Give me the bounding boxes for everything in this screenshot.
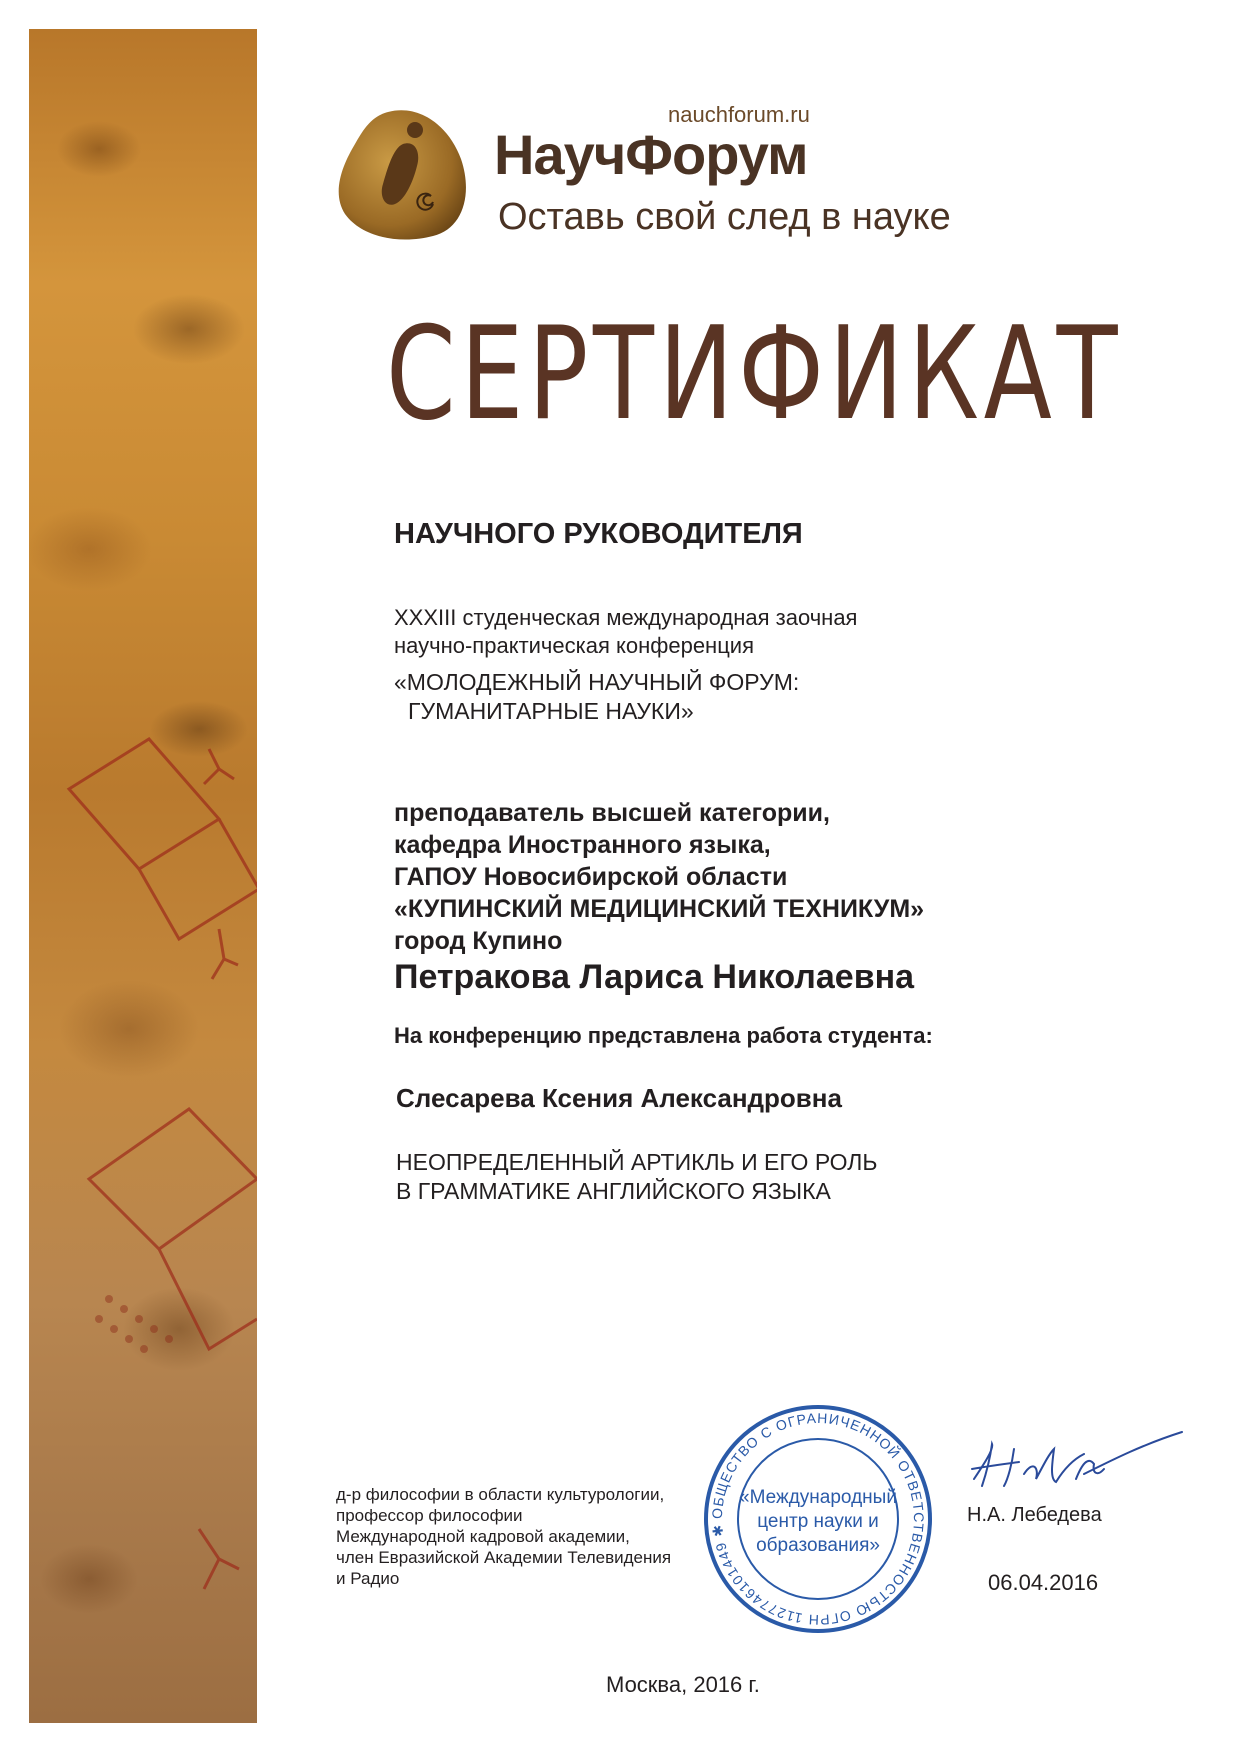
stamp-center-line: центр науки и — [757, 1511, 879, 1532]
handwritten-signature — [964, 1424, 1186, 1504]
stamp-center-line: «Международный — [739, 1487, 897, 1508]
conference-line: научно-практическая конференция — [394, 633, 755, 658]
official-stamp — [702, 1403, 934, 1635]
topic-line: В ГРАММАТИКЕ АНГЛИЙСКОГО ЯЗЫКА — [396, 1178, 831, 1204]
credential-line: д-р философии в области культурологии, — [336, 1485, 665, 1504]
signatory-name: Н.А. Лебедева — [967, 1504, 1102, 1526]
certificate-title: СЕРТИФИКАТ — [386, 300, 1123, 449]
footprint-logo-icon — [333, 104, 473, 244]
credential-line: профессор философии — [336, 1506, 523, 1525]
decorative-band — [29, 29, 257, 1723]
position-line: кафедра Иностранного языка, — [394, 831, 771, 859]
conference-name — [394, 668, 799, 726]
stamp-ring-text: ОБЩЕСТВО С ОГРАНИЧЕННОЙ ОТВЕТСТВЕННОСТЬЮ ОГРН 1127746101449 ✱ — [708, 1409, 928, 1629]
supervisor-name: Петракова Лариса Николаевна — [394, 958, 915, 996]
issue-date: 06.04.2016 — [988, 1570, 1099, 1595]
recipient-role: НАУЧНОГО РУКОВОДИТЕЛЯ — [394, 518, 803, 550]
topic-line: НЕОПРЕДЕЛЕННЫЙ АРТИКЛЬ И ЕГО РОЛЬ — [396, 1149, 878, 1175]
credential-line: член Евразийской Академии Телевидения — [336, 1548, 672, 1567]
credential-line: Международной кадровой академии, — [336, 1527, 630, 1546]
supervisor-position — [394, 797, 924, 957]
conference-description — [394, 604, 857, 660]
position-line: преподаватель высшей категории, — [394, 799, 830, 827]
position-line: «КУПИНСКИЙ МЕДИЦИНСКИЙ ТЕХНИКУМ» — [394, 895, 925, 923]
position-line: город Купино — [394, 927, 563, 955]
position-line: ГАПОУ Новосибирской области — [394, 863, 788, 891]
credential-line: и Радио — [336, 1569, 400, 1588]
presented-label: На конференцию представлена работа студента: — [394, 1023, 933, 1048]
student-name: Слесарева Ксения Александровна — [396, 1083, 842, 1113]
conference-line: XXXIII студенческая международная заочная — [394, 605, 858, 630]
work-topic — [396, 1148, 877, 1206]
rock-art-illustration — [29, 29, 257, 1723]
stamp-center-line: образования» — [756, 1535, 880, 1556]
site-url: nauchforum.ru — [668, 102, 810, 127]
signatory-credentials — [336, 1484, 671, 1589]
brand-slogan: Оставь свой след в науке — [498, 196, 951, 238]
conference-name-line: ГУМАНИТАРНЫЕ НАУКИ» — [408, 698, 694, 724]
place-year: Москва, 2016 г. — [606, 1672, 760, 1697]
conference-name-line: «МОЛОДЕЖНЫЙ НАУЧНЫЙ ФОРУМ: — [394, 669, 800, 695]
brand-name: НаучФорум — [494, 123, 808, 186]
